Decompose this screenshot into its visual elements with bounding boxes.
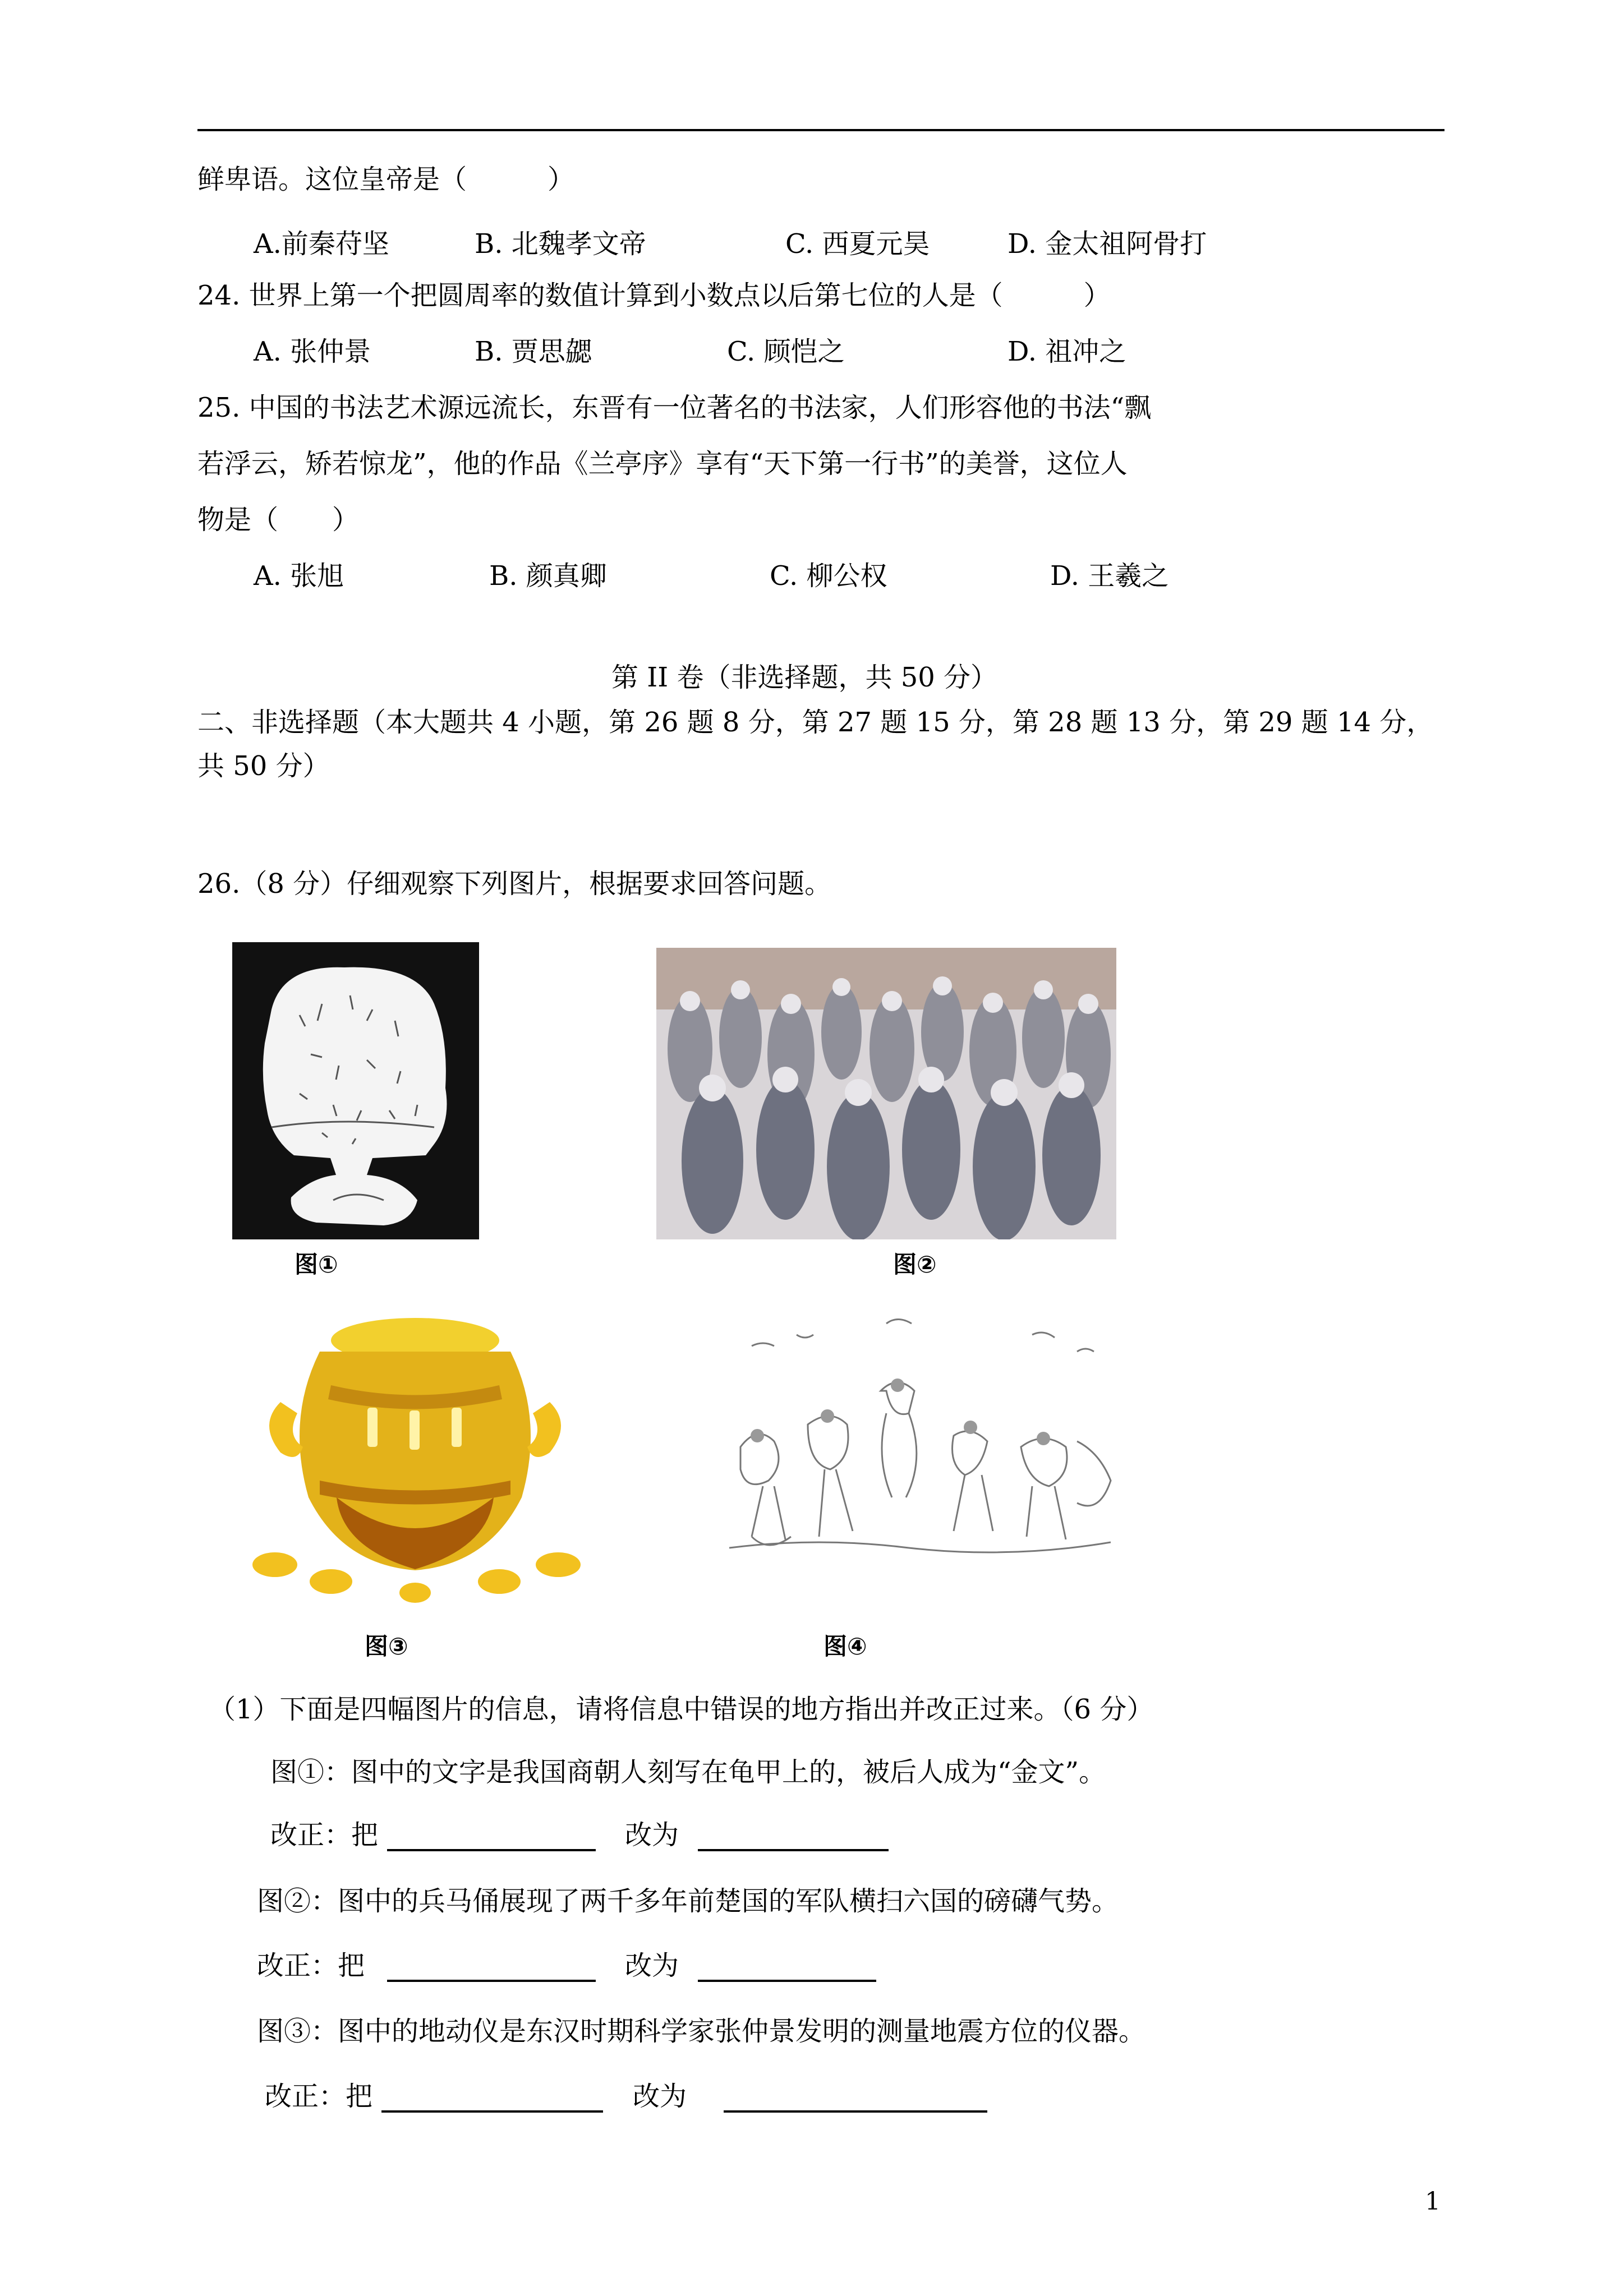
q26-item-1-blank-wrong[interactable] bbox=[387, 1849, 596, 1851]
section2-title: 第 II 卷（非选择题，共 50 分） bbox=[611, 662, 998, 693]
q26-item-1-fix-label: 改正：把 bbox=[270, 1819, 379, 1851]
q23-stem-tail: 鲜卑语。这位皇帝是（ ） bbox=[197, 164, 575, 195]
q24-stem: 24. 世界上第一个把圆周率的数值计算到小数点以后第七位的人是（ ） bbox=[197, 280, 1111, 311]
q23-option-b: B. 北魏孝文帝 bbox=[475, 228, 646, 260]
q23-option-c: C. 西夏元昊 bbox=[785, 228, 930, 260]
q25-stem-line-2: 若浮云，矫若惊龙”，他的作品《兰亭序》享有“天下第一行书”的美誉，这位人 bbox=[197, 448, 1128, 480]
section2-desc-line-1: 二、非选择题（本大题共 4 小题，第 26 题 8 分，第 27 题 15 分，第 28 题 13 分，第 29 题 14 分， bbox=[197, 707, 1434, 738]
figure-caption-1: 图① bbox=[295, 1251, 338, 1278]
q26-item-2-to-label: 改为 bbox=[625, 1950, 679, 1981]
q26-item-3-text: 图③：图中的地动仪是东汉时期科学家张仲景发明的测量地震方位的仪器。 bbox=[257, 2016, 1146, 2047]
q26-item-1-text: 图①：图中的文字是我国商朝人刻写在龟甲上的，被后人成为“金文”。 bbox=[270, 1756, 1106, 1788]
q25-option-c: C. 柳公权 bbox=[770, 560, 887, 592]
q26-item-3-to-label: 改为 bbox=[633, 2081, 687, 2112]
q25-stem-line-1: 25. 中国的书法艺术源远流长，东晋有一位著名的书法家，人们形容他的书法“飘 bbox=[197, 392, 1152, 423]
figure-caption-3: 图③ bbox=[365, 1633, 408, 1660]
figure-caption-2: 图② bbox=[893, 1251, 937, 1278]
q24-option-a: A. 张仲景 bbox=[254, 336, 371, 367]
header-rule bbox=[197, 129, 1444, 131]
q26-item-2-blank-wrong[interactable] bbox=[387, 1980, 596, 1982]
terracotta-army-image bbox=[656, 948, 1116, 1239]
q26-stem: 26.（8 分）仔细观察下列图片，根据要求回答问题。 bbox=[197, 868, 832, 900]
q25-stem-line-3: 物是（ ） bbox=[197, 504, 360, 536]
q25-option-a: A. 张旭 bbox=[254, 560, 344, 592]
figure-caption-4: 图④ bbox=[823, 1633, 867, 1660]
q26-item-3-blank-correct[interactable] bbox=[724, 2110, 987, 2113]
q23-option-a: A.前秦苻坚 bbox=[254, 228, 389, 260]
procession-drawing-image bbox=[718, 1301, 1122, 1593]
q25-option-d: D. 王羲之 bbox=[1050, 560, 1169, 592]
q23-option-d: D. 金太祖阿骨打 bbox=[1007, 228, 1207, 260]
q26-item-1-blank-correct[interactable] bbox=[698, 1849, 889, 1851]
q25-option-b: B. 颜真卿 bbox=[489, 560, 607, 592]
q26-item-1-to-label: 改为 bbox=[625, 1819, 679, 1851]
oracle-bone-image bbox=[232, 942, 479, 1239]
q26-item-3-blank-wrong[interactable] bbox=[381, 2110, 603, 2113]
q24-option-c: C. 顾恺之 bbox=[727, 336, 845, 367]
q26-item-3-fix-label: 改正：把 bbox=[265, 2081, 373, 2112]
q26-item-2-blank-correct[interactable] bbox=[698, 1980, 876, 1982]
page-number: 1 bbox=[1425, 2187, 1441, 2216]
q24-option-b: B. 贾思勰 bbox=[475, 336, 592, 367]
q26-item-2-fix-label: 改正：把 bbox=[257, 1950, 365, 1981]
q24-option-d: D. 祖冲之 bbox=[1007, 336, 1126, 367]
q26-sub1-stem: （1）下面是四幅图片的信息，请将信息中错误的地方指出并改正过来。（6 分） bbox=[209, 1694, 1154, 1725]
section2-desc-line-2: 共 50 分） bbox=[197, 750, 330, 782]
q26-item-2-text: 图②：图中的兵马俑展现了两千多年前楚国的军队横扫六国的磅礴气势。 bbox=[257, 1885, 1119, 1917]
seismograph-image bbox=[247, 1301, 583, 1604]
